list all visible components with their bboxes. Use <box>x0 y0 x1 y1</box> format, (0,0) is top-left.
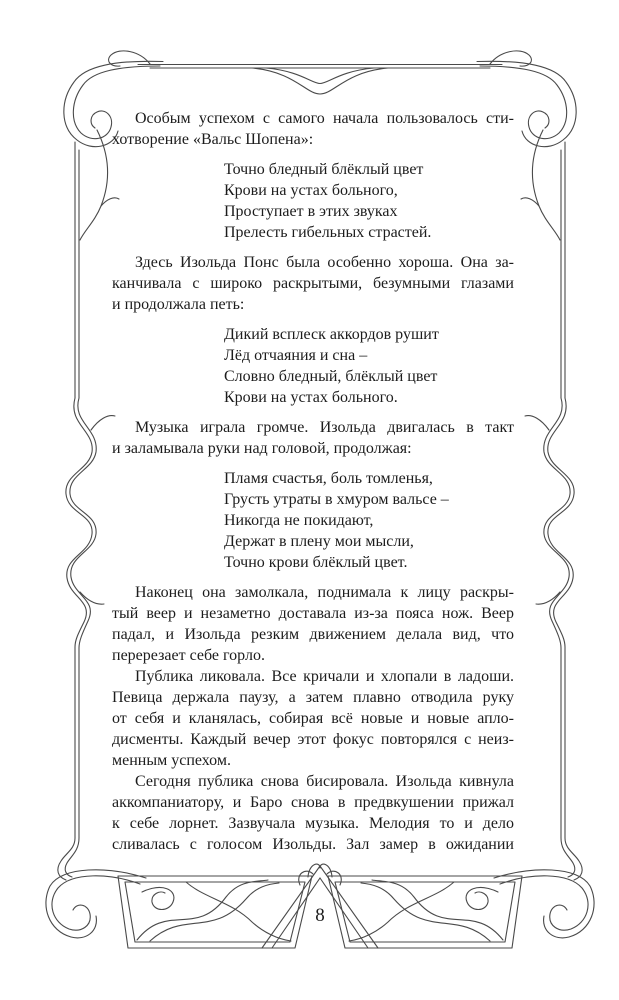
footer-panel-outer <box>118 876 312 948</box>
side-serpentine-inner <box>70 398 96 648</box>
text-line: Пламя счастья, боль томленья, <box>224 470 433 487</box>
prose-paragraph <box>112 252 514 315</box>
prose-paragraph <box>112 582 514 666</box>
text-line: падал, и Изольда резким движением делала вид, что <box>112 626 514 643</box>
text-line: Певица держала паузу, а затем плавно отводила руку <box>112 689 514 706</box>
text-line: Крови на устах больного, <box>224 182 398 199</box>
verse-block <box>224 468 514 573</box>
verse-block <box>224 324 514 408</box>
text-line: перерезает себе горло. <box>112 647 265 664</box>
text-line: к себе лорнет. Зазвучала музыка. Мелодия то и дело <box>112 815 514 832</box>
text-line: Держат в плену мои мысли, <box>224 533 414 550</box>
text-line: Точно бледный блёклый цвет <box>224 161 424 178</box>
text-line: Лёд отчаяния и сна – <box>224 347 368 364</box>
text-line: Музыка играла громче. Изольда двигалась в такт <box>135 419 514 436</box>
text-line: Грусть утраты в хмуром вальсе – <box>224 491 449 508</box>
text-line: Никогда не покидают, <box>224 512 374 529</box>
prose-paragraph <box>112 108 514 150</box>
verse-block <box>224 159 514 243</box>
text-line: Особым успехом с самого начала пользовалось сти- <box>135 110 514 127</box>
panel-swirl-1 <box>137 880 268 940</box>
prose-paragraph <box>112 666 514 771</box>
text-line: Точно крови блёклый цвет. <box>224 554 408 571</box>
text-line: от себя и кланялась, собирая всё новые и новые апло- <box>112 710 514 727</box>
prose-paragraph <box>112 771 514 855</box>
top-center-dip-inner <box>266 68 374 84</box>
text-line: Словно бледный, блёклый цвет <box>224 368 438 385</box>
prose-paragraph <box>112 417 514 459</box>
text-line: канчивала с широко раскрытыми, безумными глазами <box>112 275 514 292</box>
text-line: дисменты. Каждый вечер этот фокус повторялся с неиз- <box>112 731 514 748</box>
footer-curl-outer <box>46 870 146 938</box>
text-line: Дикий всплеск аккордов рушит <box>224 326 439 343</box>
text-line: Наконец она замолкала, поднимала к лицу раскры- <box>135 584 514 601</box>
side-serpentine-outer <box>66 398 92 647</box>
text-line: хотворение «Вальс Шопена»: <box>112 131 314 148</box>
page-number: 8 <box>315 905 325 926</box>
text-line: Прелесть гибельных страстей. <box>224 224 432 241</box>
panel-swirl-3 <box>186 882 291 941</box>
text-line: тый веер и незаметно доставала из-за пояса нож. Веер <box>112 605 514 622</box>
text-line: Крови на устах больного. <box>224 389 398 406</box>
text-line: Сегодня публика снова бисировала. Изольда кивнула <box>135 773 514 790</box>
panel-loop <box>142 887 174 909</box>
footer-panel-inner <box>125 882 305 942</box>
text-line: Публика ликовала. Все кричали и хлопали в ладоши. <box>135 668 514 685</box>
text-line: аккомпаниатору, и Баро снова в предвкушении прижал <box>112 794 514 811</box>
text-line: и заламывала руки над головой, продолжая: <box>112 440 412 457</box>
text-block <box>112 108 514 855</box>
text-line: и продолжала петь: <box>112 296 245 313</box>
text-line: Здесь Изольда Понс была особенно хороша. Она за- <box>135 254 514 271</box>
panel-swirl-2 <box>150 883 279 941</box>
text-line: сливалась с голосом Изольды. Зал замер в ожидании <box>112 836 514 853</box>
text-line: менным успехом. <box>112 752 231 769</box>
top-center-dip-outer <box>252 68 388 94</box>
text-line: Проступает в этих звуках <box>224 203 398 220</box>
